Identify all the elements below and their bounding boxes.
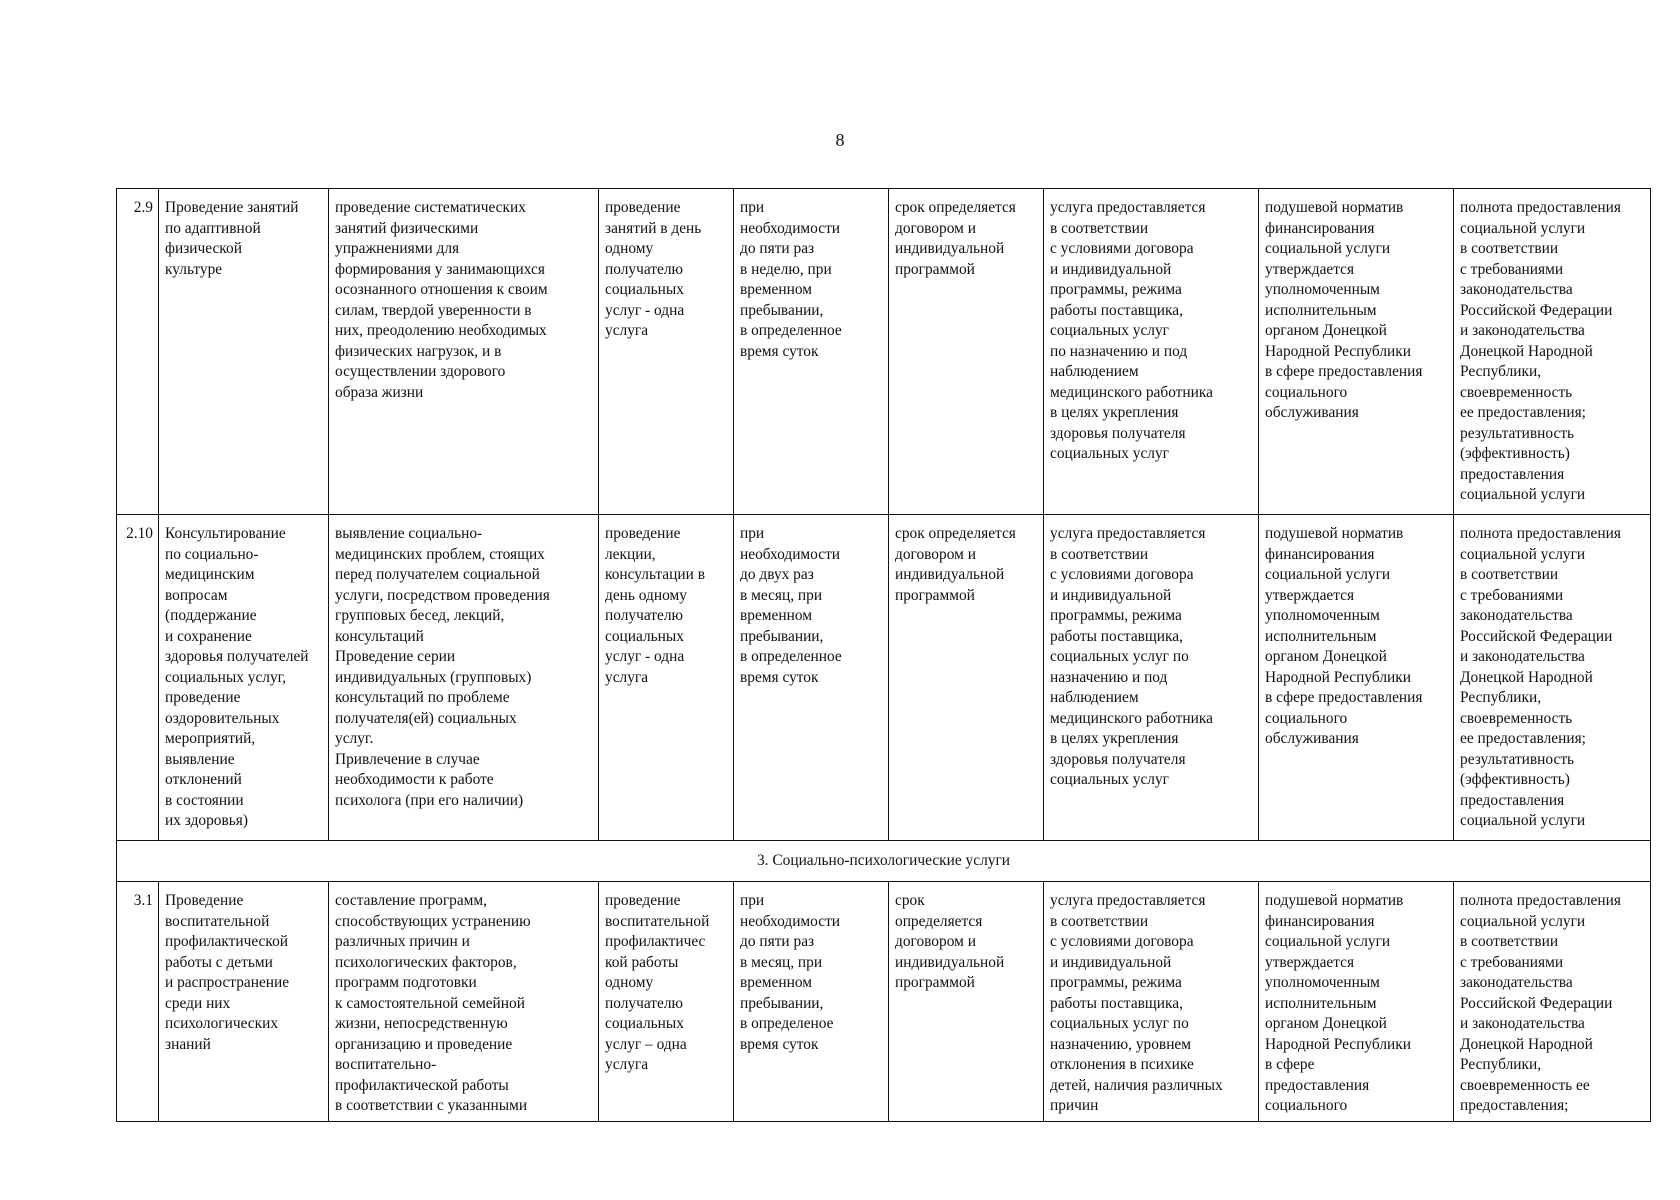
- cell-line: законодательства: [1460, 607, 1573, 624]
- cell-line: программы, режима: [1050, 607, 1182, 624]
- cell-line: время суток: [740, 668, 819, 686]
- cell-line: полнота предоставления: [1460, 525, 1621, 542]
- cell-line: обслуживания: [1265, 730, 1359, 747]
- cell-line: одному: [605, 974, 654, 991]
- cell-line: уполномоченным: [1265, 607, 1380, 624]
- cell-line: Российской Федерации: [1460, 994, 1613, 1012]
- cell-line: социальной услуги: [1265, 933, 1391, 950]
- cell-line: исполнительным: [1265, 994, 1377, 1012]
- cell-quality: [1454, 189, 1651, 515]
- cell-line: вопросам: [165, 586, 228, 604]
- cell-line: в целях укрепления: [1050, 730, 1179, 747]
- cell-line: при: [740, 892, 765, 909]
- cell-line: в сфере предоставления: [1265, 363, 1423, 380]
- cell-line: способствующих устранению: [335, 912, 531, 930]
- cell-line: определяется: [895, 912, 983, 930]
- cell-line: в соответствии: [1050, 912, 1149, 930]
- cell-line: уполномоченным: [1265, 974, 1380, 991]
- cell-line: необходимости: [740, 219, 841, 237]
- cell-line: в состоянии: [165, 791, 244, 809]
- cell-line: выявление: [165, 750, 235, 768]
- cell-line: с требованиями: [1460, 953, 1564, 971]
- cell-line: срок определяется: [895, 199, 1016, 216]
- cell-line: социальных услуг по: [1050, 1015, 1189, 1032]
- cell-line: в соответствии с указанными: [335, 1097, 528, 1114]
- cell-norm: [1259, 882, 1454, 1122]
- cell-term: [889, 515, 1044, 841]
- cell-norm: [1259, 189, 1454, 515]
- cell-line: знаний: [165, 1035, 211, 1053]
- cell-line: отклонения в психике: [1050, 1056, 1194, 1073]
- cell-line: получателю: [605, 607, 684, 624]
- cell-line: утверждается: [1265, 586, 1355, 604]
- cell-line: временном: [740, 281, 812, 298]
- cell-line: занятий физическими: [335, 219, 479, 237]
- table-row: [117, 515, 1651, 841]
- cell-volume: [599, 189, 734, 515]
- cell-line: социальной услуги: [1460, 219, 1586, 237]
- row-number: 2.10: [117, 515, 159, 841]
- cell-line: социальных услуг: [1050, 445, 1169, 462]
- cell-line: причин: [1050, 1097, 1099, 1114]
- cell-line: органом Донецкой: [1265, 648, 1387, 665]
- cell-line: услуг - одна: [605, 301, 685, 319]
- cell-line: оздоровительных: [165, 709, 280, 727]
- cell-line: в определенное: [740, 648, 842, 665]
- cell-line: Привлечение в случае: [335, 750, 480, 768]
- cell-line: услуг - одна: [605, 648, 685, 665]
- cell-line: Донецкой Народной: [1460, 342, 1593, 360]
- cell-line: социальных: [605, 627, 684, 645]
- cell-line: финансирования: [1265, 545, 1375, 563]
- cell-line: Российской Федерации: [1460, 627, 1613, 645]
- cell-line: Донецкой Народной: [1460, 1035, 1593, 1053]
- cell-line: ее предоставления;: [1460, 730, 1586, 747]
- cell-line: с требованиями: [1460, 260, 1564, 278]
- cell-line: временном: [740, 607, 812, 624]
- cell-line: при: [740, 525, 765, 542]
- cell-line: в месяц, при: [740, 586, 823, 604]
- cell-line: полнота предоставления: [1460, 892, 1621, 909]
- cell-line: социального: [1265, 709, 1348, 727]
- cell-line: и законодательства: [1460, 1015, 1585, 1032]
- cell-line: услуг – одна: [605, 1035, 687, 1053]
- cell-line: программы, режима: [1050, 974, 1182, 991]
- cell-line: и индивидуальной: [1050, 953, 1172, 971]
- cell-name: [159, 515, 329, 841]
- cell-line: по назначению и под: [1050, 342, 1188, 360]
- cell-line: пребывании,: [740, 994, 824, 1012]
- cell-frequency: [734, 515, 889, 841]
- cell-line: физических нагрузок, и в: [335, 342, 502, 360]
- cell-line: утверждается: [1265, 260, 1355, 278]
- cell-line: социальной услуги: [1460, 486, 1586, 503]
- cell-line: мероприятий,: [165, 730, 256, 747]
- cell-line: осознанного отношения к своим: [335, 281, 548, 298]
- cell-line: осуществлении здорового: [335, 363, 506, 380]
- cell-line: индивидуальной: [895, 566, 1005, 583]
- cell-line: Проведение занятий: [165, 199, 299, 216]
- cell-line: предоставления: [1265, 1076, 1370, 1094]
- cell-line: в соответствии: [1460, 566, 1559, 583]
- cell-term: [889, 189, 1044, 515]
- cell-line: Российской Федерации: [1460, 301, 1613, 319]
- cell-line: среди них: [165, 994, 231, 1012]
- cell-line: с условиями договора: [1050, 566, 1194, 583]
- cell-line: упражнениями для: [335, 240, 460, 257]
- cell-line: выявление социально-: [335, 525, 483, 542]
- cell-line: получателя(ей) социальных: [335, 709, 517, 727]
- cell-quality: [1454, 515, 1651, 841]
- cell-line: воспитательной: [605, 912, 710, 930]
- cell-line: финансирования: [1265, 219, 1375, 237]
- cell-line: результативность: [1460, 750, 1575, 768]
- cell-line: услуга: [605, 668, 649, 686]
- table-row: [117, 882, 1651, 1122]
- cell-line: подушевой норматив: [1265, 199, 1404, 216]
- cell-line: при: [740, 199, 765, 216]
- cell-line: органом Донецкой: [1265, 322, 1387, 339]
- cell-line: социальной услуги: [1460, 912, 1586, 930]
- cell-line: работы поставщика,: [1050, 994, 1183, 1012]
- cell-line: работы с детьми: [165, 953, 273, 971]
- cell-line: организацию и проведение: [335, 1035, 513, 1053]
- cell-line: услуга предоставляется: [1050, 199, 1206, 216]
- cell-line: и индивидуальной: [1050, 260, 1172, 278]
- cell-line: услуг.: [335, 730, 374, 747]
- cell-line: утверждается: [1265, 953, 1355, 971]
- cell-line: индивидуальной: [895, 240, 1005, 257]
- cell-line: временном: [740, 974, 812, 991]
- cell-line: с требованиями: [1460, 586, 1564, 604]
- cell-line: занятий в день: [605, 219, 702, 237]
- cell-line: договором и: [895, 933, 976, 950]
- cell-line: в сфере: [1265, 1056, 1315, 1073]
- cell-line: индивидуальной: [895, 953, 1005, 971]
- cell-line: социального: [1265, 1097, 1348, 1114]
- cell-content: [329, 882, 599, 1122]
- cell-line: финансирования: [1265, 912, 1375, 930]
- cell-line: срок: [895, 892, 925, 909]
- cell-line: составление программ,: [335, 892, 488, 909]
- cell-line: здоровья получателя: [1050, 750, 1186, 768]
- cell-line: в определеное: [740, 1015, 834, 1032]
- cell-line: услуга: [605, 1056, 649, 1073]
- cell-line: своевременность: [1460, 709, 1573, 727]
- cell-line: консультации в: [605, 566, 705, 583]
- cell-term: [889, 882, 1044, 1122]
- page-number: 8: [835, 130, 845, 150]
- cell-line: предоставления;: [1460, 1097, 1569, 1114]
- cell-line: наблюдением: [1050, 363, 1139, 380]
- cell-line: в соответствии: [1460, 933, 1559, 950]
- cell-line: перед получателем социальной: [335, 566, 540, 583]
- cell-line: Народной Республики: [1265, 668, 1411, 686]
- cell-line: в соответствии: [1050, 219, 1149, 237]
- cell-line: с условиями договора: [1050, 240, 1194, 257]
- cell-line: здоровья получателей: [165, 648, 309, 665]
- cell-line: социальных: [605, 1015, 684, 1032]
- cell-line: в неделю, при: [740, 260, 832, 278]
- cell-line: социальной услуги: [1460, 545, 1586, 563]
- cell-line: программой: [895, 974, 975, 991]
- cell-line: силам, твердой уверенности в: [335, 301, 532, 319]
- cell-line: исполнительным: [1265, 627, 1377, 645]
- cell-line: программой: [895, 260, 975, 278]
- cell-volume: [599, 515, 734, 841]
- cell-line: Проведение серии: [335, 648, 456, 665]
- cell-content: [329, 189, 599, 515]
- cell-line: уполномоченным: [1265, 281, 1380, 298]
- cell-line: по социально-: [165, 545, 259, 563]
- cell-line: Республики,: [1460, 363, 1542, 380]
- cell-line: предоставления: [1460, 791, 1565, 809]
- cell-line: программой: [895, 586, 975, 604]
- cell-line: детей, наличия различных: [1050, 1076, 1223, 1094]
- cell-line: программ подготовки: [335, 974, 477, 991]
- cell-line: кой работы: [605, 953, 679, 971]
- cell-line: Донецкой Народной: [1460, 668, 1593, 686]
- cell-line: социальной услуги: [1265, 240, 1391, 257]
- cell-line: различных причин и: [335, 933, 470, 950]
- cell-line: социальной услуги: [1265, 566, 1391, 583]
- cell-line: необходимости: [740, 912, 841, 930]
- cell-line: в месяц, при: [740, 953, 823, 971]
- cell-line: пребывании,: [740, 301, 824, 319]
- section-title: 3. Социально-психологические услуги: [117, 841, 1651, 882]
- cell-line: услуги, посредством проведения: [335, 586, 550, 604]
- cell-line: Республики,: [1460, 1056, 1542, 1073]
- cell-line: отклонений: [165, 771, 242, 788]
- cell-line: Республики,: [1460, 689, 1542, 706]
- row-number: 2.9: [117, 189, 159, 515]
- cell-line: в соответствии: [1050, 545, 1149, 563]
- cell-line: медицинского работника: [1050, 709, 1213, 727]
- cell-line: социальных услуг: [1050, 771, 1169, 788]
- cell-line: в определенное: [740, 322, 842, 339]
- cell-line: до пяти раз: [740, 933, 815, 950]
- cell-line: и законодательства: [1460, 648, 1585, 665]
- cell-line: необходимости: [740, 545, 841, 563]
- cell-line: консультаций по проблеме: [335, 689, 510, 706]
- cell-line: физической: [165, 240, 242, 257]
- cell-line: медицинских проблем, стоящих: [335, 545, 545, 563]
- cell-name: [159, 189, 329, 515]
- cell-line: социального: [1265, 383, 1348, 401]
- cell-line: подушевой норматив: [1265, 525, 1404, 542]
- cell-volume: [599, 882, 734, 1122]
- cell-line: одному: [605, 240, 654, 257]
- cell-line: по адаптивной: [165, 219, 261, 237]
- cell-line: с условиями договора: [1050, 933, 1194, 950]
- cell-line: ее предоставления;: [1460, 404, 1586, 421]
- cell-line: формирования у занимающихся: [335, 260, 545, 278]
- cell-line: результативность: [1460, 424, 1575, 442]
- cell-line: законодательства: [1460, 974, 1573, 991]
- cell-line: социальных услуг по: [1050, 648, 1189, 665]
- cell-line: профилактической: [165, 933, 288, 950]
- cell-line: услуга: [605, 322, 649, 339]
- cell-line: в сфере предоставления: [1265, 689, 1423, 706]
- cell-line: назначению, уровнем: [1050, 1035, 1191, 1053]
- cell-line: до пяти раз: [740, 240, 815, 257]
- cell-line: Консультирование: [165, 525, 286, 542]
- cell-line: предоставления: [1460, 465, 1565, 483]
- cell-line: работы поставщика,: [1050, 627, 1183, 645]
- cell-line: получателю: [605, 994, 684, 1012]
- cell-line: проведение систематических: [335, 199, 526, 216]
- cell-line: до двух раз: [740, 566, 814, 583]
- table-row: [117, 189, 1651, 515]
- row-number: 3.1: [117, 882, 159, 1122]
- cell-name: [159, 882, 329, 1122]
- section-row: [117, 841, 1651, 882]
- cell-line: и законодательства: [1460, 322, 1585, 339]
- cell-line: (эффективность): [1460, 445, 1570, 462]
- cell-line: жизни, непосредственную: [335, 1015, 508, 1032]
- cell-line: договором и: [895, 219, 976, 237]
- cell-line: (эффективность): [1460, 771, 1570, 788]
- cell-line: время суток: [740, 1035, 819, 1053]
- cell-line: психологических факторов,: [335, 953, 517, 971]
- cell-line: профилактической работы: [335, 1076, 509, 1094]
- cell-line: консультаций: [335, 627, 424, 645]
- cell-line: социальных услуг,: [165, 668, 287, 686]
- cell-line: обслуживания: [1265, 404, 1359, 421]
- cell-frequency: [734, 882, 889, 1122]
- cell-line: день одному: [605, 586, 687, 604]
- cell-line: образа жизни: [335, 383, 424, 401]
- cell-line: Народной Республики: [1265, 342, 1411, 360]
- cell-line: проведение: [165, 689, 241, 706]
- cell-line: и сохранение: [165, 627, 252, 645]
- cell-quality: [1454, 882, 1651, 1122]
- cell-line: законодательства: [1460, 281, 1573, 298]
- cell-conditions: [1044, 189, 1259, 515]
- cell-line: медицинского работника: [1050, 383, 1213, 401]
- services-table: [116, 188, 1651, 1122]
- cell-line: в целях укрепления: [1050, 404, 1179, 421]
- cell-line: работы поставщика,: [1050, 301, 1183, 319]
- cell-line: профилактичес: [605, 933, 706, 950]
- cell-line: исполнительным: [1265, 301, 1377, 319]
- cell-line: к самостоятельной семейной: [335, 994, 525, 1012]
- cell-line: полнота предоставления: [1460, 199, 1621, 216]
- cell-line: проведение: [605, 199, 681, 216]
- cell-line: своевременность: [1460, 383, 1573, 401]
- cell-line: воспитательно-: [335, 1056, 437, 1073]
- cell-content: [329, 515, 599, 841]
- cell-line: и распространение: [165, 974, 290, 991]
- cell-line: социальных услуг: [1050, 322, 1169, 339]
- cell-line: назначению и под: [1050, 668, 1168, 686]
- cell-norm: [1259, 515, 1454, 841]
- cell-line: программы, режима: [1050, 281, 1182, 298]
- cell-line: воспитательной: [165, 912, 270, 930]
- cell-line: наблюдением: [1050, 689, 1139, 706]
- cell-line: услуга предоставляется: [1050, 892, 1206, 909]
- cell-line: проведение: [605, 892, 681, 909]
- cell-line: здоровья получателя: [1050, 424, 1186, 442]
- cell-line: своевременность ее: [1460, 1076, 1590, 1094]
- cell-line: пребывании,: [740, 627, 824, 645]
- cell-line: и индивидуальной: [1050, 586, 1172, 604]
- cell-line: срок определяется: [895, 525, 1016, 542]
- cell-line: получателю: [605, 260, 684, 278]
- cell-line: проведение: [605, 525, 681, 542]
- cell-line: договором и: [895, 545, 976, 563]
- cell-line: услуга предоставляется: [1050, 525, 1206, 542]
- cell-line: психологических: [165, 1015, 279, 1032]
- cell-line: медицинским: [165, 566, 255, 583]
- cell-line: лекции,: [605, 545, 656, 563]
- cell-line: необходимости к работе: [335, 771, 494, 788]
- cell-line: социальной услуги: [1460, 812, 1586, 829]
- cell-line: (поддержание: [165, 607, 257, 624]
- cell-line: подушевой норматив: [1265, 892, 1404, 909]
- cell-frequency: [734, 189, 889, 515]
- cell-line: Проведение: [165, 892, 244, 909]
- cell-line: них, преодолению необходимых: [335, 322, 547, 339]
- cell-conditions: [1044, 882, 1259, 1122]
- cell-line: индивидуальных (групповых): [335, 668, 532, 686]
- cell-line: культуре: [165, 260, 223, 278]
- cell-line: психолога (при его наличии): [335, 791, 524, 809]
- cell-line: групповых бесед, лекций,: [335, 607, 505, 624]
- cell-line: в соответствии: [1460, 240, 1559, 257]
- cell-line: органом Донецкой: [1265, 1015, 1387, 1032]
- cell-conditions: [1044, 515, 1259, 841]
- cell-line: их здоровья): [165, 812, 248, 829]
- cell-line: социальных: [605, 281, 684, 298]
- cell-line: время суток: [740, 342, 819, 360]
- cell-line: Народной Республики: [1265, 1035, 1411, 1053]
